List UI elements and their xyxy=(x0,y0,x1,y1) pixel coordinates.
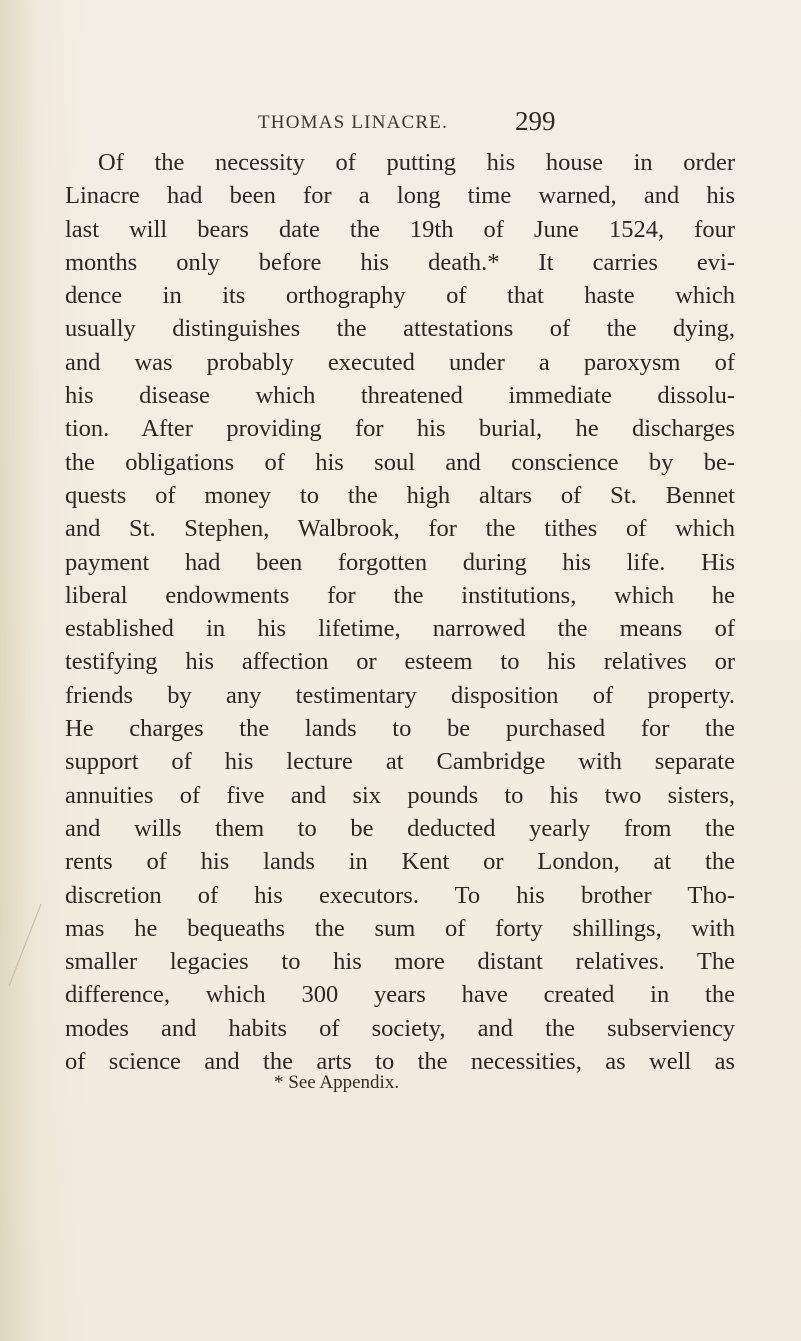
text-line: his disease which threatened immediate dissolu- xyxy=(65,382,735,410)
text-line: rents of his lands in Kent or London, at the xyxy=(65,848,735,876)
footnote: * See Appendix. xyxy=(274,1072,400,1093)
text-line: Of the necessity of putting his house in order xyxy=(98,149,735,176)
text-line: established in his lifetime, narrowed the means of xyxy=(65,615,735,643)
text-line: and was probably executed under a paroxysm of xyxy=(65,348,735,376)
text-line: annuities of five and six pounds to his two sisters, xyxy=(65,781,735,809)
body-paragraph xyxy=(65,146,735,1078)
text-line: smaller legacies to his more distant relatives. The xyxy=(65,948,735,976)
text-line: payment had been forgotten during his life. His xyxy=(65,548,735,576)
text-line: modes and habits of society, and the subserviency xyxy=(65,1014,735,1042)
text-line: months only before his death.* It carries evi- xyxy=(65,248,735,276)
text-line: and wills them to be deducted yearly from the xyxy=(65,814,735,842)
page-number: 299 xyxy=(515,106,556,136)
text-line: of science and the arts to the necessities, as well as xyxy=(65,1048,735,1076)
text-line: mas he bequeaths the sum of forty shillings, with xyxy=(65,914,735,942)
text-line: the obligations of his soul and conscience by be- xyxy=(65,448,735,476)
text-line: He charges the lands to be purchased for the xyxy=(65,715,735,743)
text-line: and St. Stephen, Walbrook, for the tithes of which xyxy=(65,515,735,543)
pencil-mark xyxy=(5,900,45,990)
text-line: liberal endowments for the institutions, which he xyxy=(65,581,735,609)
text-line: support of his lecture at Cambridge with separate xyxy=(65,748,735,776)
text-line: quests of money to the high altars of St. Bennet xyxy=(65,481,735,509)
text-line: difference, which 300 years have created in the xyxy=(65,981,735,1009)
text-line: Linacre had been for a long time warned, and his xyxy=(65,182,735,210)
text-line: dence in its orthography of that haste which xyxy=(65,282,735,310)
text-line: usually distinguishes the attestations of the dying, xyxy=(65,315,735,343)
text-line: friends by any testimentary disposition of property. xyxy=(65,681,735,709)
text-line: testifying his affection or esteem to his relatives or xyxy=(65,648,735,676)
running-title: THOMAS LINACRE. xyxy=(258,112,449,133)
text-line: tion. After providing for his burial, he discharges xyxy=(65,415,735,443)
text-line: last will bears date the 19th of June 1524, four xyxy=(65,215,735,243)
text-line: discretion of his executors. To his brother Tho- xyxy=(65,881,735,909)
